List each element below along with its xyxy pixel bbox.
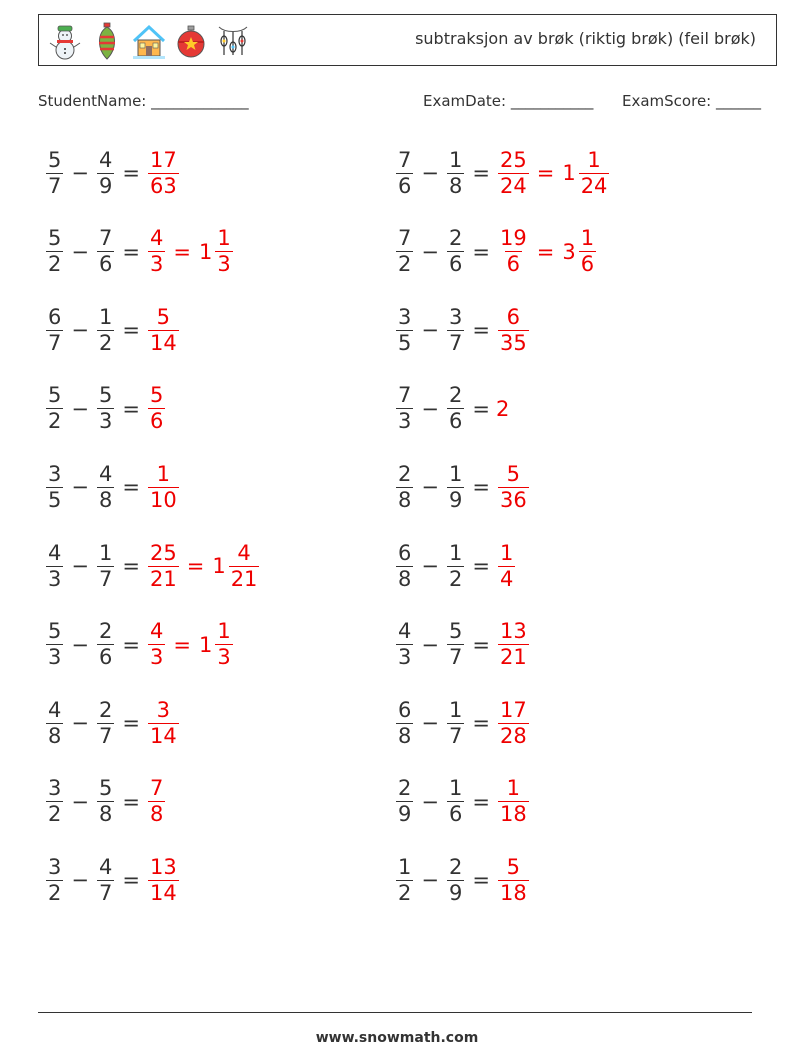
denominator: 36 xyxy=(499,487,527,512)
answer-fraction xyxy=(148,541,179,592)
denominator: 6 xyxy=(398,173,412,198)
subtrahend-fraction xyxy=(447,855,464,906)
denominator: 3 xyxy=(398,409,412,434)
denominator: 18 xyxy=(499,880,527,905)
problem-20 xyxy=(394,850,531,910)
problem-6 xyxy=(394,300,531,360)
subtrahend-fraction xyxy=(97,776,114,827)
answer-fraction xyxy=(148,305,179,356)
minuend-fraction xyxy=(46,305,63,356)
problem-15 xyxy=(44,693,181,753)
denominator: 2 xyxy=(398,252,412,277)
denominator: 2 xyxy=(398,880,412,905)
numerator: 4 xyxy=(98,461,113,486)
denominator: 7 xyxy=(98,880,113,905)
minus-sign: − xyxy=(71,239,89,264)
numerator: 2 xyxy=(448,383,463,408)
denominator: 6 xyxy=(448,252,463,277)
minuend-fraction xyxy=(46,462,63,513)
equals-sign: = xyxy=(122,161,140,185)
numerator: 7 xyxy=(98,226,113,251)
answer-equals-sign: = xyxy=(173,632,191,657)
denominator: 10 xyxy=(149,487,177,512)
minus-sign: − xyxy=(421,239,439,264)
answer-fraction xyxy=(498,776,529,827)
minuend-fraction xyxy=(396,541,413,592)
denominator: 35 xyxy=(499,330,527,355)
mixed-whole: 1 xyxy=(198,632,213,657)
answer-fraction xyxy=(498,855,529,906)
student-name-field: StudentName: _____________ xyxy=(38,92,249,110)
minuend-fraction xyxy=(46,148,63,199)
numerator: 5 xyxy=(448,619,463,644)
answer-fraction xyxy=(148,462,179,513)
numerator: 2 xyxy=(398,461,412,486)
numerator: 3 xyxy=(398,304,412,329)
problem-4 xyxy=(394,222,598,282)
denominator: 18 xyxy=(499,802,527,827)
problem-18 xyxy=(394,772,531,832)
minus-sign: − xyxy=(421,318,439,343)
numerator: 1 xyxy=(448,147,463,172)
minuend-fraction xyxy=(46,383,63,434)
snowman-icon xyxy=(47,21,83,61)
subtrahend-fraction xyxy=(97,305,114,356)
ornament-red-icon xyxy=(173,21,209,61)
subtrahend-fraction xyxy=(447,698,464,749)
denominator: 28 xyxy=(499,723,527,748)
answer-fraction xyxy=(148,619,165,670)
answer-fraction xyxy=(498,148,529,199)
mixed-fraction xyxy=(215,226,232,277)
denominator: 21 xyxy=(149,566,177,591)
problem-11 xyxy=(44,536,261,596)
numerator: 1 xyxy=(217,226,231,251)
equals-sign: = xyxy=(472,554,490,578)
footer-url: www.snowmath.com xyxy=(315,1030,479,1046)
denominator: 6 xyxy=(448,409,463,434)
exam-score-field: ExamScore: ______ xyxy=(622,92,761,110)
problem-3 xyxy=(44,222,235,282)
answer-equals-sign: = xyxy=(536,161,555,185)
denominator: 3 xyxy=(217,252,231,277)
minuend-fraction xyxy=(46,776,63,827)
answer-fraction xyxy=(498,541,515,592)
minuend-fraction xyxy=(396,462,413,513)
numerator: 5 xyxy=(98,776,113,801)
mixed-whole: 3 xyxy=(562,239,576,264)
equals-sign: = xyxy=(122,318,140,343)
denominator: 6 xyxy=(448,802,463,827)
denominator: 6 xyxy=(580,252,595,277)
subtrahend-fraction xyxy=(97,541,114,592)
numerator: 1 xyxy=(98,304,113,329)
minuend-fraction xyxy=(396,148,413,199)
numerator: 6 xyxy=(398,697,412,722)
minus-sign: − xyxy=(421,868,439,893)
answer-fraction xyxy=(498,619,529,670)
denominator: 3 xyxy=(149,252,164,277)
denominator: 6 xyxy=(98,252,113,277)
numerator: 5 xyxy=(506,461,521,486)
minuend-fraction xyxy=(396,383,413,434)
numerator: 1 xyxy=(98,540,113,565)
numerator: 6 xyxy=(506,304,521,329)
denominator: 7 xyxy=(98,566,113,591)
numerator: 4 xyxy=(98,147,113,172)
numerator: 4 xyxy=(48,697,62,722)
denominator: 7 xyxy=(98,723,113,748)
problem-8 xyxy=(394,379,509,439)
answer-fraction xyxy=(498,698,529,749)
denominator: 2 xyxy=(48,409,62,434)
subtrahend-fraction xyxy=(97,619,114,670)
denominator: 8 xyxy=(98,802,113,827)
answer-fraction xyxy=(148,148,179,199)
denominator: 7 xyxy=(48,173,62,198)
subtrahend-fraction xyxy=(447,541,464,592)
denominator: 7 xyxy=(448,645,463,670)
subtrahend-fraction xyxy=(447,305,464,356)
numerator: 1 xyxy=(448,697,463,722)
equals-sign: = xyxy=(472,711,490,736)
denominator: 3 xyxy=(217,645,231,670)
subtrahend-fraction xyxy=(97,855,114,906)
denominator: 14 xyxy=(149,330,177,355)
minus-sign: − xyxy=(421,396,439,421)
denominator: 2 xyxy=(98,330,113,355)
minus-sign: − xyxy=(421,711,439,736)
numerator: 5 xyxy=(98,383,113,408)
numerator: 1 xyxy=(156,461,171,486)
answer-fraction xyxy=(498,226,529,277)
denominator: 8 xyxy=(149,802,164,827)
numerator: 1 xyxy=(448,776,463,801)
numerator: 6 xyxy=(48,304,62,329)
answer-equals-sign: = xyxy=(186,554,205,578)
denominator: 63 xyxy=(149,173,177,198)
minus-sign: − xyxy=(421,789,439,814)
numerator: 5 xyxy=(48,383,62,408)
equals-sign: = xyxy=(472,475,490,500)
numerator: 1 xyxy=(580,226,595,251)
denominator: 2 xyxy=(448,566,463,591)
minus-sign: − xyxy=(71,868,89,893)
numerator: 1 xyxy=(398,854,412,879)
numerator: 3 xyxy=(48,776,62,801)
numerator: 5 xyxy=(149,383,164,408)
denominator: 9 xyxy=(448,487,463,512)
numerator: 1 xyxy=(587,147,601,172)
mixed-number xyxy=(560,148,611,199)
problem-1 xyxy=(44,143,181,203)
denominator: 8 xyxy=(98,487,113,512)
equals-sign: = xyxy=(122,632,140,657)
subtrahend-fraction xyxy=(447,383,464,434)
lights-icon xyxy=(215,21,251,61)
denominator: 2 xyxy=(48,252,62,277)
answer-fraction xyxy=(148,698,179,749)
minus-sign: − xyxy=(421,632,439,657)
subtrahend-fraction xyxy=(447,226,464,277)
numerator: 5 xyxy=(506,854,521,879)
denominator: 24 xyxy=(499,173,527,198)
answer-fraction xyxy=(148,383,165,434)
numerator: 4 xyxy=(149,619,164,644)
equals-sign: = xyxy=(122,789,140,814)
subtrahend-fraction xyxy=(97,226,114,277)
numerator: 7 xyxy=(398,383,412,408)
numerator: 25 xyxy=(149,540,177,565)
denominator: 3 xyxy=(149,645,164,670)
numerator: 1 xyxy=(506,776,521,801)
denominator: 24 xyxy=(580,173,608,198)
minuend-fraction xyxy=(396,698,413,749)
mixed-number xyxy=(210,541,261,592)
denominator: 2 xyxy=(48,880,62,905)
footer-divider xyxy=(38,1012,752,1013)
subtrahend-fraction xyxy=(97,462,114,513)
cabin-icon xyxy=(131,21,167,61)
problem-10 xyxy=(394,457,531,517)
minuend-fraction xyxy=(396,226,413,277)
minus-sign: − xyxy=(71,711,89,736)
denominator: 2 xyxy=(48,802,62,827)
equals-sign: = xyxy=(122,239,140,264)
mixed-number xyxy=(560,226,598,277)
denominator: 4 xyxy=(499,566,514,591)
minus-sign: − xyxy=(71,318,89,343)
denominator: 8 xyxy=(448,173,463,198)
mixed-number xyxy=(197,619,235,670)
minuend-fraction xyxy=(46,619,63,670)
minus-sign: − xyxy=(421,161,439,185)
numerator: 3 xyxy=(156,697,171,722)
denominator: 7 xyxy=(48,330,62,355)
answer-fraction xyxy=(498,462,529,513)
problem-12 xyxy=(394,536,517,596)
subtrahend-fraction xyxy=(97,148,114,199)
mixed-fraction xyxy=(579,226,596,277)
numerator: 13 xyxy=(499,619,527,644)
problem-2 xyxy=(394,143,611,203)
denominator: 6 xyxy=(506,252,521,277)
numerator: 6 xyxy=(398,540,412,565)
minuend-fraction xyxy=(396,855,413,906)
numerator: 2 xyxy=(98,619,113,644)
numerator: 1 xyxy=(217,619,231,644)
minuend-fraction xyxy=(396,305,413,356)
denominator: 21 xyxy=(499,645,527,670)
denominator: 3 xyxy=(98,409,113,434)
equals-sign: = xyxy=(122,475,140,500)
numerator: 4 xyxy=(48,540,62,565)
minuend-fraction xyxy=(396,619,413,670)
minus-sign: − xyxy=(71,396,89,421)
equals-sign: = xyxy=(472,396,490,421)
minuend-fraction xyxy=(46,541,63,592)
equals-sign: = xyxy=(122,554,140,578)
subtrahend-fraction xyxy=(97,698,114,749)
answer-fraction xyxy=(148,855,179,906)
denominator: 6 xyxy=(149,409,164,434)
numerator: 3 xyxy=(448,304,463,329)
problem-16 xyxy=(394,693,531,753)
minuend-fraction xyxy=(396,776,413,827)
answer-equals-sign: = xyxy=(536,239,555,264)
minuend-fraction xyxy=(46,226,63,277)
numerator: 5 xyxy=(48,147,62,172)
numerator: 17 xyxy=(499,697,527,722)
header-icons xyxy=(47,21,251,61)
equals-sign: = xyxy=(472,868,490,893)
problem-5 xyxy=(44,300,181,360)
minus-sign: − xyxy=(421,475,439,500)
numerator: 7 xyxy=(149,776,164,801)
numerator: 4 xyxy=(398,619,412,644)
numerator: 5 xyxy=(48,619,62,644)
minus-sign: − xyxy=(71,789,89,814)
equals-sign: = xyxy=(472,789,490,814)
numerator: 19 xyxy=(499,226,527,251)
minuend-fraction xyxy=(46,698,63,749)
denominator: 3 xyxy=(48,566,62,591)
denominator: 14 xyxy=(149,723,177,748)
worksheet-title: subtraksjon av brøk (riktig brøk) (feil brøk) xyxy=(415,29,756,48)
equals-sign: = xyxy=(472,632,490,657)
answer-fraction xyxy=(498,305,529,356)
numerator: 7 xyxy=(398,147,412,172)
numerator: 3 xyxy=(48,461,62,486)
denominator: 3 xyxy=(48,645,62,670)
denominator: 9 xyxy=(448,880,463,905)
numerator: 17 xyxy=(149,147,177,172)
numerator: 7 xyxy=(398,226,412,251)
denominator: 14 xyxy=(149,880,177,905)
numerator: 1 xyxy=(448,540,463,565)
minus-sign: − xyxy=(71,554,89,578)
subtrahend-fraction xyxy=(447,776,464,827)
mixed-whole: 1 xyxy=(212,554,226,578)
equals-sign: = xyxy=(472,239,490,264)
denominator: 9 xyxy=(398,802,412,827)
mixed-number xyxy=(197,226,235,277)
numerator: 4 xyxy=(237,540,251,565)
denominator: 21 xyxy=(230,566,258,591)
worksheet-header xyxy=(38,14,777,66)
problem-13 xyxy=(44,615,235,675)
numerator: 1 xyxy=(448,461,463,486)
denominator: 8 xyxy=(398,487,412,512)
denominator: 9 xyxy=(98,173,113,198)
mixed-whole: 1 xyxy=(562,161,576,185)
minus-sign: − xyxy=(421,554,439,578)
numerator: 2 xyxy=(398,776,412,801)
equals-sign: = xyxy=(122,868,140,893)
numerator: 1 xyxy=(499,540,514,565)
mixed-fraction xyxy=(579,148,610,199)
subtrahend-fraction xyxy=(447,619,464,670)
answer-equals-sign: = xyxy=(173,239,191,264)
ornament-green-icon xyxy=(89,21,125,61)
denominator: 7 xyxy=(448,330,463,355)
problem-19 xyxy=(44,850,181,910)
answer-whole: 2 xyxy=(495,396,510,421)
equals-sign: = xyxy=(122,711,140,736)
numerator: 5 xyxy=(48,226,62,251)
denominator: 5 xyxy=(398,330,412,355)
minuend-fraction xyxy=(46,855,63,906)
numerator: 4 xyxy=(98,854,113,879)
numerator: 2 xyxy=(448,854,463,879)
equals-sign: = xyxy=(122,396,140,421)
mixed-whole: 1 xyxy=(198,239,213,264)
denominator: 8 xyxy=(398,566,412,591)
numerator: 5 xyxy=(156,304,171,329)
denominator: 8 xyxy=(398,723,412,748)
numerator: 13 xyxy=(149,854,177,879)
subtrahend-fraction xyxy=(447,148,464,199)
numerator: 3 xyxy=(48,854,62,879)
problem-7 xyxy=(44,379,167,439)
exam-date-field: ExamDate: ___________ xyxy=(423,92,594,110)
problem-9 xyxy=(44,457,181,517)
minus-sign: − xyxy=(71,475,89,500)
numerator: 4 xyxy=(149,226,164,251)
denominator: 3 xyxy=(398,645,412,670)
problem-17 xyxy=(44,772,167,832)
denominator: 7 xyxy=(448,723,463,748)
problem-14 xyxy=(394,615,531,675)
subtrahend-fraction xyxy=(97,383,114,434)
numerator: 2 xyxy=(98,697,113,722)
denominator: 6 xyxy=(98,645,113,670)
numerator: 2 xyxy=(448,226,463,251)
equals-sign: = xyxy=(472,161,490,185)
numerator: 25 xyxy=(499,147,527,172)
minus-sign: − xyxy=(71,161,89,185)
equals-sign: = xyxy=(472,318,490,343)
answer-fraction xyxy=(148,776,165,827)
mixed-fraction xyxy=(215,619,232,670)
subtrahend-fraction xyxy=(447,462,464,513)
denominator: 5 xyxy=(48,487,62,512)
minus-sign: − xyxy=(71,632,89,657)
mixed-fraction xyxy=(229,541,260,592)
answer-fraction xyxy=(148,226,165,277)
denominator: 8 xyxy=(48,723,62,748)
